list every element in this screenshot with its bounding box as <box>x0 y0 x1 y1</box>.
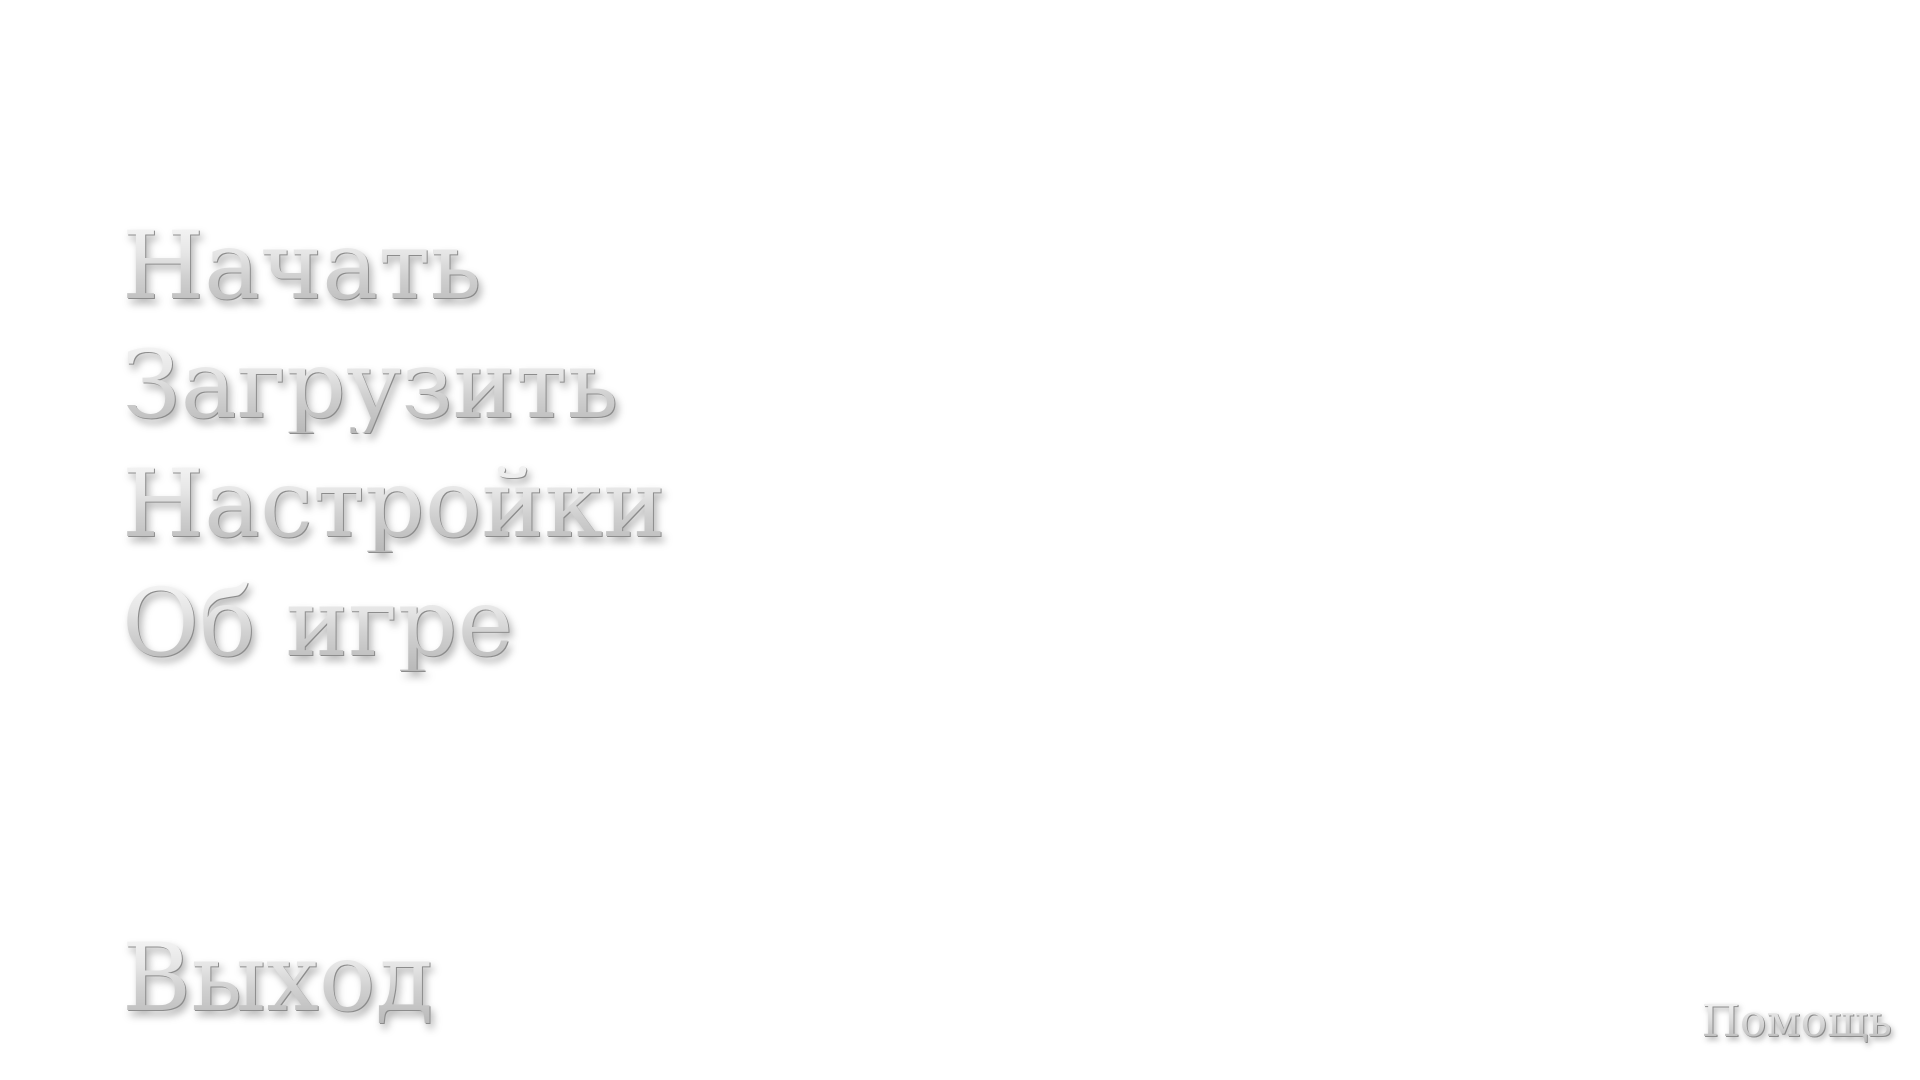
load-game-button[interactable]: Загрузить <box>122 331 619 440</box>
about-game-button[interactable]: Об игре <box>122 569 514 678</box>
start-game-button[interactable]: Начать <box>122 212 482 321</box>
exit-button[interactable]: Выход <box>122 924 434 1033</box>
help-button[interactable]: Помощь <box>1701 996 1892 1047</box>
settings-button[interactable]: Настройки <box>122 450 666 559</box>
